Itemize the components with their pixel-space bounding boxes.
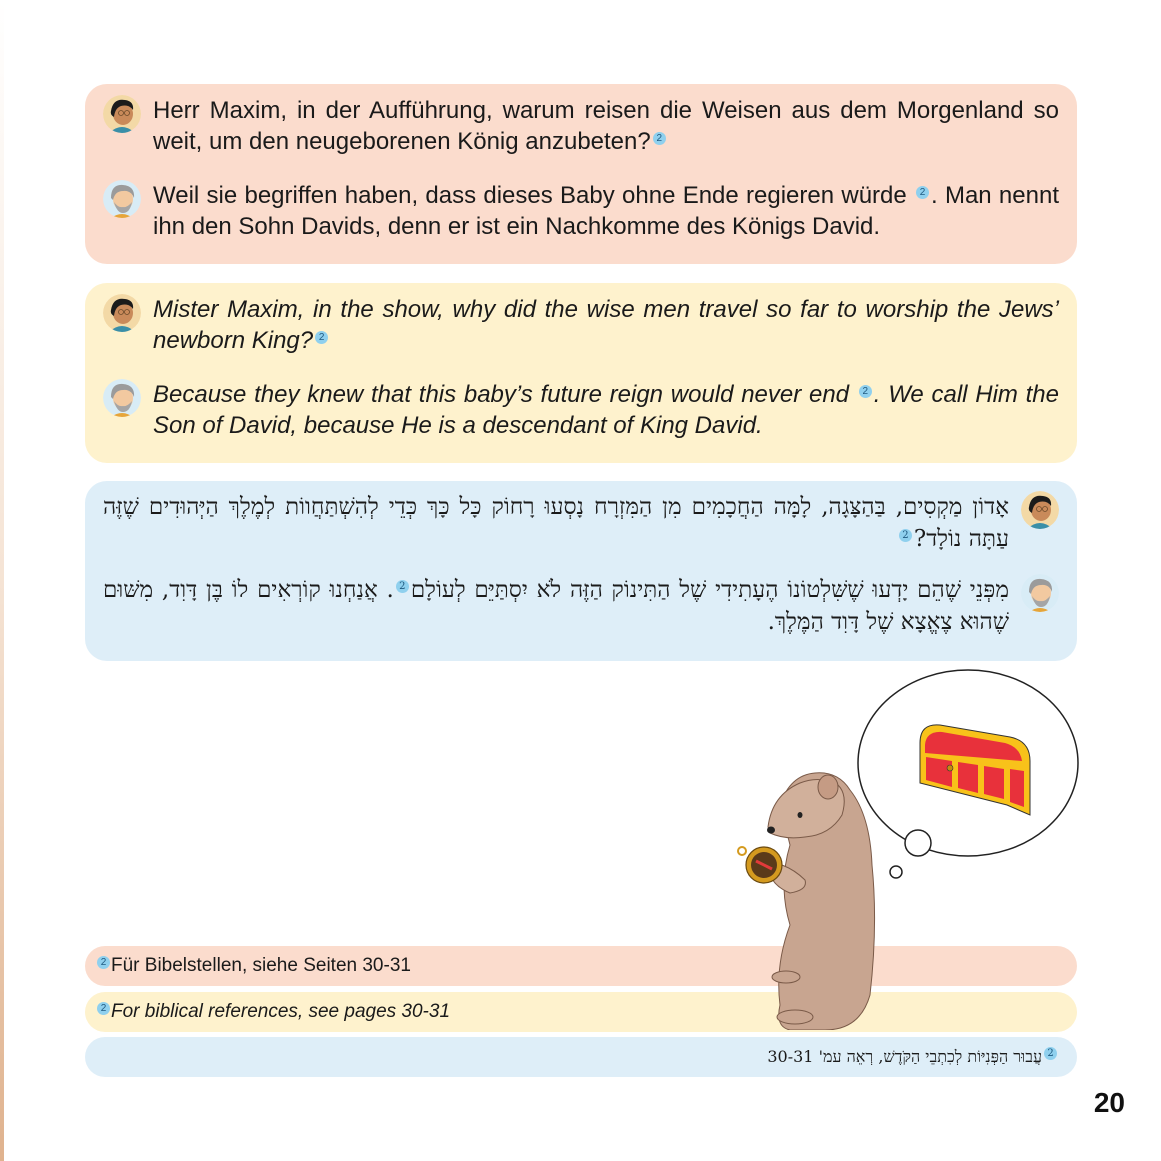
dialogue-line-question <box>103 491 1059 555</box>
german-answer-text: Weil sie begriffen haben, dass dieses Baby ohne Ende regieren würde 2 . Man nennt ihn den Sohn Davids, denn er ist ein Nachkomme des Königs David. <box>153 182 1059 240</box>
footnote-marker: 2 <box>1044 1047 1057 1060</box>
bear-illustration <box>720 665 1090 1030</box>
boy-avatar-icon <box>103 294 141 332</box>
old-man-avatar-icon <box>103 180 141 218</box>
footnote-marker[interactable]: 2 <box>396 580 409 593</box>
hebrew-question-text: אָדוֹן מַקְסִים, בַּהַצָּגָה, לָמָּה הַחֲכָמִים מִן הַמִּזְרָח נָסְעוּ רָחוֹק כָּל כָּךְ כְּדֵי לְהִשְׁתַּחֲווֹת לְמֶלֶךְ הַיְּהוּדִים שֶׁזֶּה עַתָּה נוֹלָד?2 <box>103 494 1009 552</box>
german-dialogue-panel <box>85 84 1077 264</box>
hebrew-answer-text: מִפְּנֵי שֶׁהֵם יָדְעוּ שֶׁשִּׁלְטוֹנוֹ הֶעָתִידִי שֶׁל הַתִּינוֹק הַזֶּה לֹא יִסְתַּיֵּם לְעוֹלָם2. אֲנַחְנוּ קוֹרְאִים לוֹ בֶּן דָּוִד, מִשּׁוּם שֶׁהוּא צֶאֱצָא שֶׁל דָּוִד הַמֶּלֶךְ. <box>103 577 1009 635</box>
bear-icon <box>738 773 875 1030</box>
footnote-text: For biblical references, see pages 30-31 <box>111 1001 451 1022</box>
english-dialogue-panel <box>85 283 1077 463</box>
compass-icon <box>738 847 782 883</box>
footnote-marker: 2 <box>97 956 110 969</box>
footnote-marker[interactable]: 2 <box>653 132 666 145</box>
dialogue-line-answer <box>103 379 1059 441</box>
footnote-marker[interactable]: 2 <box>899 529 912 542</box>
english-answer-text: Because they knew that this baby’s future reign would never end 2 . We call Him the Son of David, because He is a descendant of King David. <box>153 381 1060 439</box>
footnote-text: Für Bibelstellen, siehe Seiten 30-31 <box>111 955 411 976</box>
old-man-avatar-icon <box>1021 574 1059 612</box>
english-question-text: Mister Maxim, in the show, why did the wise men travel so far to worship the Jews’ newborn King? 2 <box>153 296 1059 354</box>
page-number: 20 <box>1093 1087 1125 1118</box>
boy-avatar-icon <box>1021 491 1059 529</box>
hebrew-dialogue-panel <box>85 481 1077 661</box>
dialogue-line-answer <box>103 574 1059 638</box>
old-man-avatar-icon <box>103 379 141 417</box>
german-question-text: Herr Maxim, in der Aufführung, warum reisen die Weisen aus dem Morgenland so weit, um den neugeborenen König anzubeten? 2 <box>153 97 1059 155</box>
footnote-marker[interactable]: 2 <box>916 186 929 199</box>
footnote-marker: 2 <box>97 1002 110 1015</box>
dialogue-line-answer <box>103 180 1059 242</box>
dialogue-line-question <box>103 95 1059 157</box>
page-edge <box>0 0 4 1161</box>
footnote-marker[interactable]: 2 <box>859 385 872 398</box>
footnote-hebrew <box>85 1037 1077 1077</box>
boy-avatar-icon <box>103 95 141 133</box>
footnote-text: עֲבוּר הַפְּנִיּוֹת לְכִתְבֵי הַקֹּדֶשׁ, רְאֵה עמ' 30-31 <box>767 1047 1042 1066</box>
footnote-marker[interactable]: 2 <box>315 331 328 344</box>
dialogue-line-question <box>103 294 1059 356</box>
